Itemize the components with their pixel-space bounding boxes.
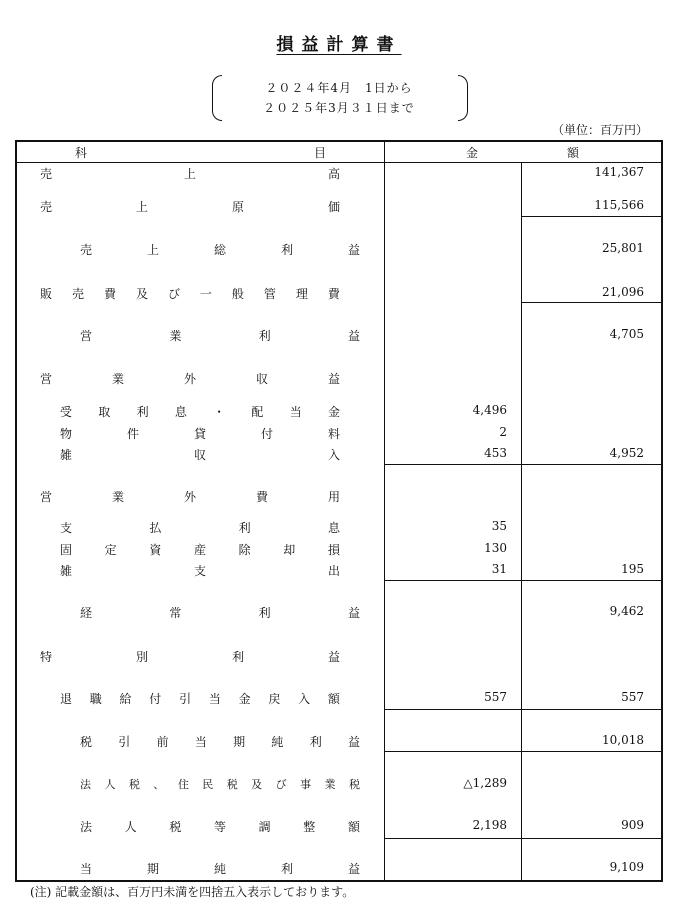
row-label: 当 期 純 利 益 — [80, 862, 360, 876]
header-subject-left: 科 — [75, 146, 88, 160]
row-label: 営 業 外 費 用 — [40, 490, 340, 504]
page-title: 損益計算書 — [276, 35, 402, 55]
row-label: 営 業 外 収 益 — [40, 372, 340, 386]
row-total: 10,018 — [602, 733, 644, 747]
period-from: ２０２４年4月 1日から — [265, 81, 413, 95]
row-label: 物 件 貸 付 料 — [60, 427, 340, 441]
subtotal-rule — [384, 709, 662, 710]
row-amount: 557 — [484, 690, 507, 704]
footnote: (注) 記載金額は、百万円未満を四捨五入表示しております。 — [30, 885, 355, 899]
row-total: 909 — [621, 818, 644, 832]
row-label: 売 上 総 利 益 — [80, 243, 360, 257]
row-total: 25,801 — [602, 241, 644, 255]
row-total: 9,462 — [609, 604, 644, 618]
row-label: 特 別 利 益 — [40, 650, 340, 664]
row-label: 法 人 税 、 住 民 税 及 び 事 業 税 — [80, 778, 360, 791]
row-label: 売 上 原 価 — [40, 200, 340, 214]
row-total: 195 — [621, 562, 644, 576]
column-divider-subject — [384, 141, 385, 881]
row-total: 4,705 — [609, 327, 644, 341]
header-amount-left: 金 — [466, 146, 479, 160]
subtotal-rule — [521, 216, 662, 217]
header-amount-right: 額 — [567, 146, 580, 160]
row-amount: 2,198 — [472, 818, 507, 832]
row-amount: 453 — [484, 446, 507, 460]
row-amount: 35 — [491, 519, 507, 533]
subtotal-rule — [384, 580, 662, 581]
row-label: 経 常 利 益 — [80, 606, 360, 620]
row-label: 税 引 前 当 期 純 利 益 — [80, 735, 360, 749]
row-total: 21,096 — [602, 285, 644, 299]
subtotal-rule — [384, 464, 662, 465]
row-label: 雑 収 入 — [60, 448, 340, 462]
row-label: 固 定 資 産 除 却 損 — [60, 543, 340, 557]
row-total: 9,109 — [609, 860, 644, 874]
subtotal-rule — [384, 751, 662, 752]
row-label: 販 売 費 及 び 一 般 管 理 費 — [40, 287, 340, 301]
row-label: 法 人 税 等 調 整 額 — [80, 820, 360, 834]
row-label: 売 上 高 — [40, 167, 340, 181]
row-total: 557 — [621, 690, 644, 704]
row-amount: △1,289 — [463, 776, 507, 790]
subtotal-rule — [384, 838, 662, 839]
period-to: ２０２５年3月３１日まで — [263, 101, 415, 115]
row-label: 受 取 利 息 ・ 配 当 金 — [60, 405, 340, 419]
row-total: 115,566 — [594, 198, 644, 212]
row-label: 退 職 給 付 引 当 金 戻 入 額 — [60, 692, 340, 706]
header-subject-right: 目 — [314, 146, 327, 160]
row-total: 4,952 — [609, 446, 644, 460]
row-label: 雑 支 出 — [60, 564, 340, 578]
row-total: 141,367 — [594, 165, 644, 179]
unit-label: （単位：百万円） — [551, 123, 648, 137]
row-label: 支 払 利 息 — [60, 521, 340, 535]
row-amount: 130 — [484, 541, 507, 555]
column-divider-amount — [521, 163, 522, 881]
row-amount: 31 — [491, 562, 507, 576]
row-label: 営 業 利 益 — [80, 329, 360, 343]
row-amount: 2 — [499, 425, 507, 439]
subtotal-rule — [521, 302, 662, 303]
header-divider — [16, 162, 662, 163]
row-amount: 4,496 — [472, 403, 507, 417]
